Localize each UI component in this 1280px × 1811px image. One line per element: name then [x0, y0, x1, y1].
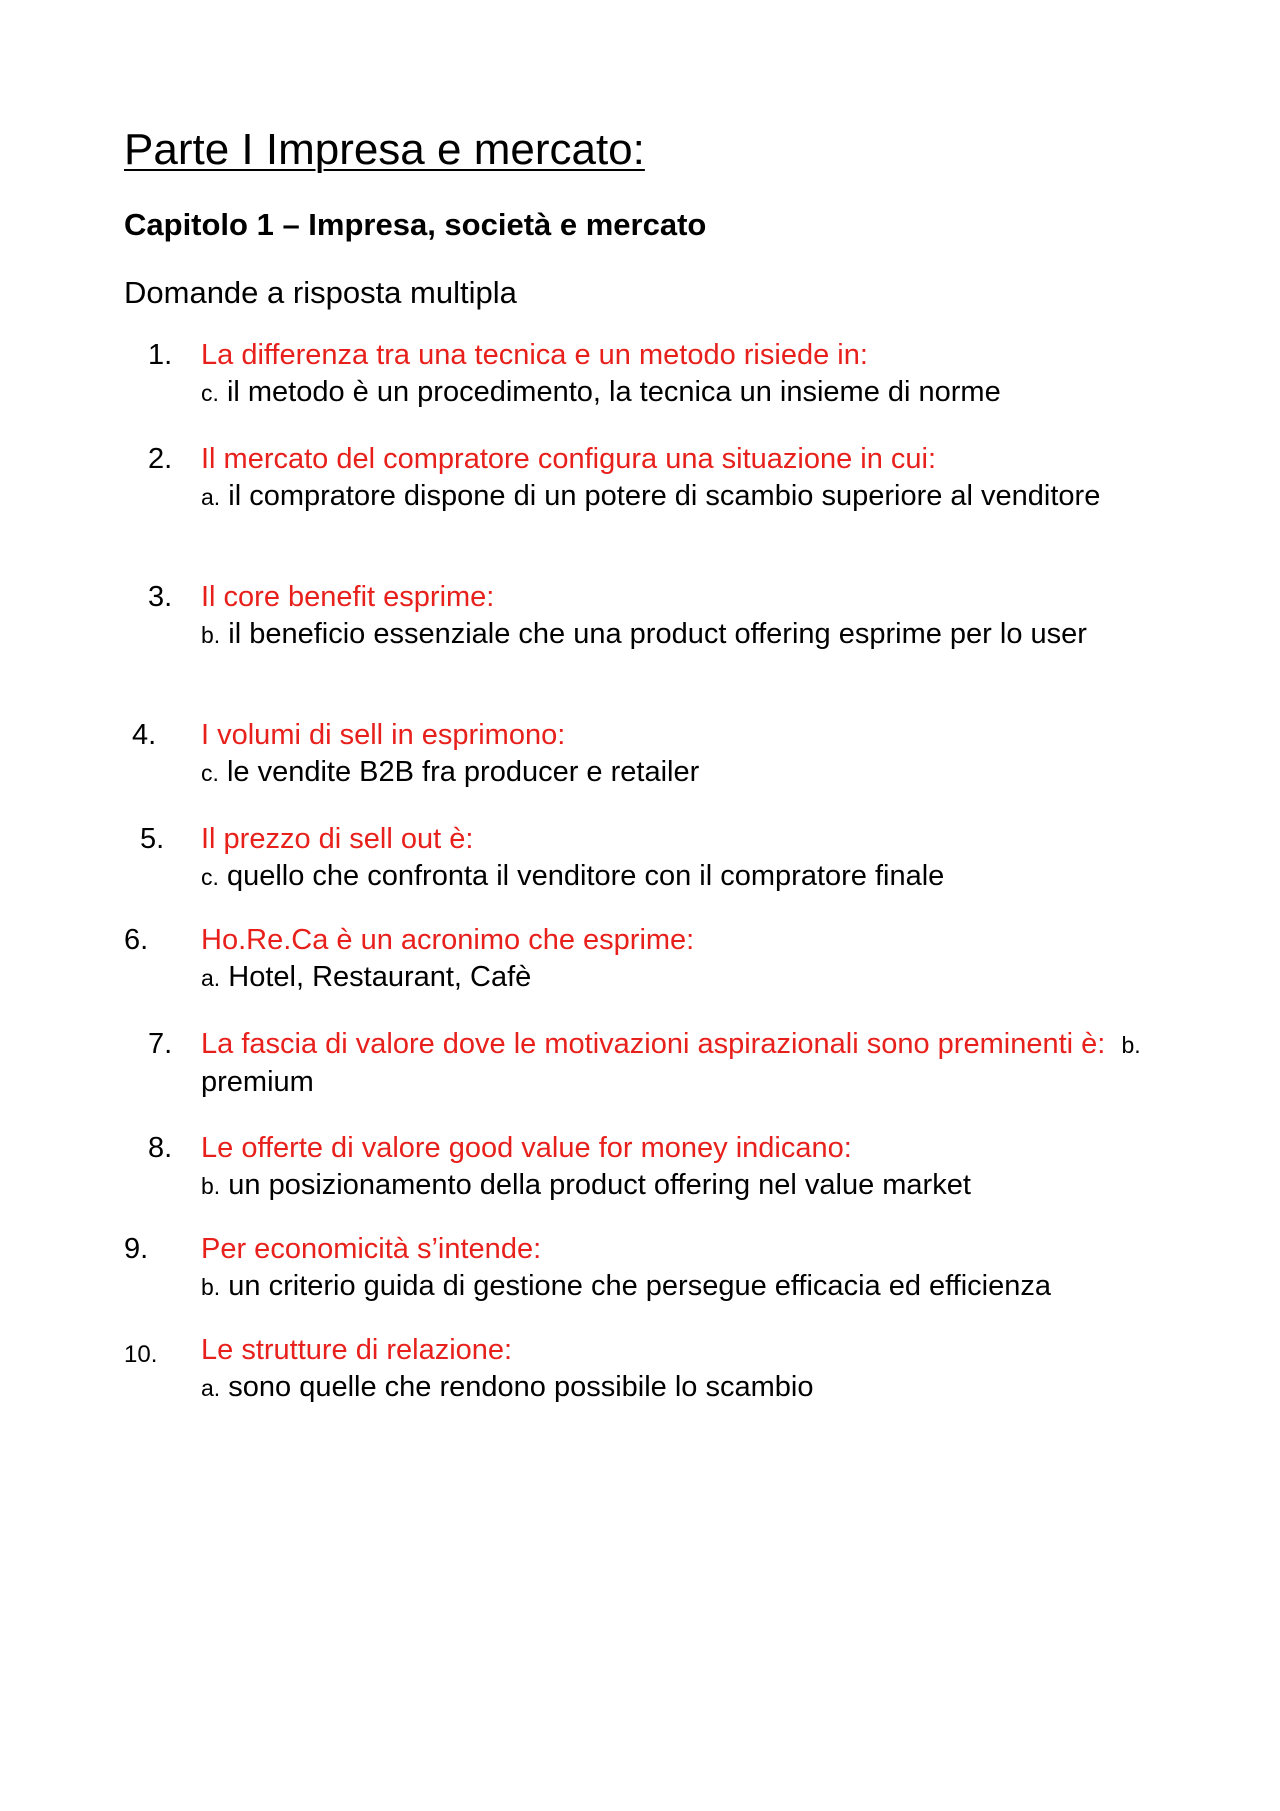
question-text: Ho.Re.Ca è un acronimo che esprime:: [201, 924, 695, 956]
question-text: La differenza tra una tecnica e un metodo risiede in:: [201, 339, 868, 371]
answer-text: il metodo è un procedimento, la tecnica un insieme di norme: [226, 376, 1001, 408]
answer-text: Hotel, Restaurant, Cafè: [228, 961, 532, 993]
answer-text: un criterio guida di gestione che persegue efficacia ed efficienza: [228, 1270, 1051, 1302]
answer-letter: b.: [201, 1173, 221, 1199]
answer-text: un posizionamento della product offering nel value market: [228, 1169, 971, 1201]
question-number: 10.: [124, 1341, 158, 1368]
question-text: Per economicità s’intende:: [201, 1233, 542, 1265]
question-number: 7.: [148, 1028, 173, 1060]
answer-letter: b.: [1121, 1032, 1141, 1058]
answer-text: sono quelle che rendono possibile lo scambio: [228, 1371, 814, 1403]
question-text: Le offerte di valore good value for money indicano:: [201, 1132, 852, 1164]
chapter-title: Capitolo 1 – Impresa, società e mercato: [124, 207, 707, 242]
answer-text: le vendite B2B fra producer e retailer: [226, 756, 700, 788]
answer-text: premium: [201, 1066, 314, 1098]
section-label: Domande a risposta multipla: [124, 275, 517, 310]
answer-text: quello che confronta il venditore con il compratore finale: [226, 860, 945, 892]
question-text: Il core benefit esprime:: [201, 581, 495, 613]
question-text: La fascia di valore dove le motivazioni aspirazionali sono preminenti è:: [201, 1028, 1106, 1060]
question-number: 4.: [132, 719, 157, 751]
question-text: Il mercato del compratore configura una situazione in cui:: [201, 443, 937, 475]
answer-text: il beneficio essenziale che una product offering esprime per lo user: [228, 618, 1087, 650]
answer-letter: a.: [201, 484, 221, 510]
answer-letter: b.: [201, 622, 221, 648]
question-text: Il prezzo di sell out è:: [201, 823, 474, 855]
question-number: 3.: [148, 581, 173, 613]
answer-letter: a.: [201, 1375, 221, 1401]
question-number: 8.: [148, 1132, 173, 1164]
part-title: Parte I Impresa e mercato:: [124, 125, 645, 174]
question-number: 6.: [124, 924, 149, 956]
question-text: I volumi di sell in esprimono:: [201, 719, 566, 751]
question-text: Le strutture di relazione:: [201, 1334, 513, 1366]
answer-letter: c.: [201, 864, 219, 890]
question-number: 1.: [148, 339, 173, 371]
answer-letter: c.: [201, 380, 219, 406]
answer-letter: b.: [201, 1274, 221, 1300]
question-number: 5.: [140, 823, 165, 855]
answer-letter: a.: [201, 965, 221, 991]
answer-letter: c.: [201, 760, 219, 786]
answer-text: il compratore dispone di un potere di scambio superiore al venditore: [228, 480, 1101, 512]
question-number: 9.: [124, 1233, 149, 1265]
question-number: 2.: [148, 443, 173, 475]
